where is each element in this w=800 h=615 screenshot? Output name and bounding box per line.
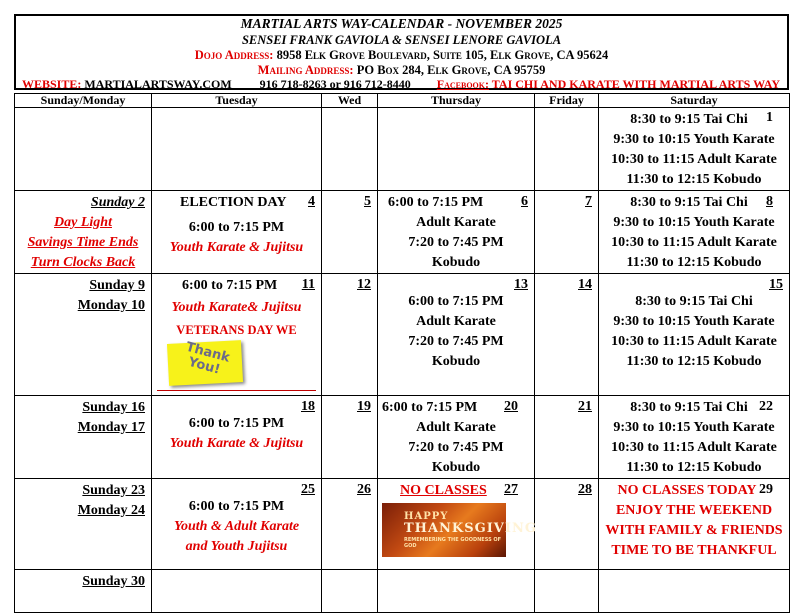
day-cell-tue-11 bbox=[152, 274, 322, 396]
contact-line bbox=[22, 78, 780, 91]
class-line: 7:20 to 7:45 PM bbox=[408, 235, 504, 250]
col-header-thu: Thursday bbox=[378, 94, 535, 108]
dojo-address-label: Dojo Address: bbox=[194, 48, 274, 62]
col-header-sunmon: Sunday/Monday bbox=[15, 94, 152, 108]
day-number: 21 bbox=[578, 399, 592, 414]
col-header-wed: Wed bbox=[322, 94, 378, 108]
note-line: WITH FAMILY & FRIENDS bbox=[605, 523, 783, 538]
mailing-address bbox=[16, 63, 787, 77]
note-line: Turn Clocks Back bbox=[30, 255, 136, 270]
class-line: 8:30 to 9:15 Tai Chi bbox=[635, 294, 753, 309]
class-line: 6:00 to 7:15 PM bbox=[188, 416, 285, 431]
day-number: 13 bbox=[514, 277, 528, 292]
day-cell-sat-8 bbox=[599, 191, 790, 274]
senseis-line: SENSEI FRANK GAVIOLA & SENSEI LENORE GAVIOLA bbox=[241, 33, 562, 47]
day-number: 12 bbox=[357, 277, 371, 292]
day-cell-fri-21 bbox=[535, 396, 599, 479]
note-line: Savings Time Ends bbox=[27, 235, 139, 250]
day-label: Sunday 9 bbox=[89, 278, 145, 293]
class-line: 10:30 to 11:15 Adult Karate bbox=[611, 440, 777, 455]
day-cell-tue-18 bbox=[152, 396, 322, 479]
day-cell-thu-6 bbox=[378, 191, 535, 274]
holiday-title: ELECTION DAY bbox=[180, 195, 287, 210]
note-line: Day Light bbox=[54, 215, 112, 230]
class-line: 10:30 to 11:15 Adult Karate bbox=[611, 235, 777, 250]
day-cell-sun-2 bbox=[15, 191, 152, 274]
day-label: Monday 17 bbox=[77, 420, 145, 435]
class-line: Adult Karate bbox=[416, 215, 496, 230]
day-cell-sat-1 bbox=[599, 108, 790, 191]
col-header-fri: Friday bbox=[535, 94, 599, 108]
class-line: 11:30 to 12:15 Kobudo bbox=[626, 172, 762, 187]
week-row bbox=[15, 396, 790, 479]
class-line: Youth Karate & Jujitsu bbox=[169, 436, 304, 451]
class-line: 8:30 to 9:15 Tai Chi bbox=[630, 112, 748, 127]
day-cell-tue-25 bbox=[152, 479, 322, 570]
week-row bbox=[15, 479, 790, 570]
day-label: Sunday 30 bbox=[82, 574, 145, 589]
class-line: 6:00 to 7:15 PM bbox=[182, 278, 278, 293]
divider bbox=[157, 390, 316, 391]
col-header-tue: Tuesday bbox=[152, 94, 322, 108]
day-cell-thu-20 bbox=[378, 396, 535, 479]
day-cell bbox=[378, 570, 535, 613]
day-cell-wed-5 bbox=[322, 191, 378, 274]
day-cell-wed-19 bbox=[322, 396, 378, 479]
day-label: Sunday 23 bbox=[82, 483, 145, 498]
day-cell-fri-14 bbox=[535, 274, 599, 396]
day-cell bbox=[535, 108, 599, 191]
thank-you-sticky-icon bbox=[167, 340, 243, 386]
day-number: 18 bbox=[301, 399, 315, 414]
holiday-line: VETERANS DAY WE bbox=[176, 323, 297, 337]
day-label: Sunday 2 bbox=[90, 195, 145, 210]
class-line: Kobudo bbox=[431, 255, 481, 270]
day-cell bbox=[599, 570, 790, 613]
day-number: 1 bbox=[766, 110, 773, 125]
day-number: 20 bbox=[504, 399, 518, 414]
thanksgiving-text: THANKSGIVING bbox=[404, 521, 537, 536]
day-cell-sunmon-23-24 bbox=[15, 479, 152, 570]
day-number: 15 bbox=[769, 277, 783, 292]
facebook-value[interactable]: TAI CHI AND KARATE WITH MARTIAL ARTS WAY bbox=[491, 77, 781, 91]
day-cell-sat-22 bbox=[599, 396, 790, 479]
website-label: WEBSITE: bbox=[22, 77, 82, 91]
thank-you-text: Thank You! bbox=[184, 339, 232, 378]
note-line: TIME TO BE THANKFUL bbox=[611, 543, 777, 558]
day-number: 26 bbox=[357, 482, 371, 497]
col-header-sat: Saturday bbox=[599, 94, 790, 108]
class-line: and Youth Jujitsu bbox=[185, 539, 288, 554]
class-line: Youth & Adult Karate bbox=[173, 519, 300, 534]
class-line: 6:00 to 7:15 PM bbox=[188, 499, 285, 514]
mailing-address-label: Mailing Address: bbox=[257, 63, 354, 77]
class-line: 9:30 to 10:15 Youth Karate bbox=[613, 215, 775, 230]
day-number: 4 bbox=[308, 194, 315, 209]
no-classes-title: NO CLASSES bbox=[400, 483, 487, 498]
day-number: 29 bbox=[759, 482, 773, 497]
thanksgiving-text: HAPPY bbox=[404, 511, 449, 522]
day-number: 6 bbox=[521, 194, 528, 209]
day-cell-thu-27 bbox=[378, 479, 535, 570]
day-number: 14 bbox=[578, 277, 592, 292]
facebook-label: Facebook: bbox=[436, 77, 489, 91]
day-cell-tue-4 bbox=[152, 191, 322, 274]
day-cell bbox=[322, 570, 378, 613]
day-number: 7 bbox=[585, 194, 592, 209]
class-line: 9:30 to 10:15 Youth Karate bbox=[613, 132, 775, 147]
week-row bbox=[15, 191, 790, 274]
day-number: 22 bbox=[759, 399, 773, 414]
day-cell-fri-7 bbox=[535, 191, 599, 274]
class-line: Youth Karate & Jujitsu bbox=[169, 240, 304, 255]
day-cell bbox=[535, 570, 599, 613]
class-line: 9:30 to 10:15 Youth Karate bbox=[613, 420, 775, 435]
class-line: 11:30 to 12:15 Kobudo bbox=[626, 354, 762, 369]
day-cell bbox=[152, 570, 322, 613]
class-line: 10:30 to 11:15 Adult Karate bbox=[611, 152, 777, 167]
day-cell-wed-12 bbox=[322, 274, 378, 396]
dojo-address bbox=[16, 48, 787, 62]
happy-thanksgiving-icon bbox=[382, 503, 537, 557]
class-line: Adult Karate bbox=[416, 420, 496, 435]
class-line: Kobudo bbox=[431, 354, 481, 369]
day-cell bbox=[322, 108, 378, 191]
week-row bbox=[15, 274, 790, 396]
day-cell-sat-29 bbox=[599, 479, 790, 570]
day-cell-thu-13 bbox=[378, 274, 535, 396]
day-cell-sunmon-16-17 bbox=[15, 396, 152, 479]
day-number: 27 bbox=[504, 482, 518, 497]
class-line: 8:30 to 9:15 Tai Chi bbox=[630, 195, 748, 210]
day-number: 11 bbox=[301, 277, 315, 292]
class-line: 6:00 to 7:15 PM bbox=[188, 220, 285, 235]
week-row bbox=[15, 108, 790, 191]
day-cell-sunmon-9-10 bbox=[15, 274, 152, 396]
day-label: Monday 10 bbox=[77, 298, 145, 313]
day-number: 19 bbox=[357, 399, 371, 414]
day-cell bbox=[378, 108, 535, 191]
day-number: 5 bbox=[364, 194, 371, 209]
phone-numbers: 916 718-8263 or 916 712-8440 bbox=[259, 77, 411, 91]
note-line: ENJOY THE WEEKEND bbox=[615, 503, 773, 518]
class-line: Adult Karate bbox=[416, 314, 496, 329]
class-line: 11:30 to 12:15 Kobudo bbox=[626, 255, 762, 270]
week-row bbox=[15, 570, 790, 613]
day-cell bbox=[15, 108, 152, 191]
day-cell-wed-26 bbox=[322, 479, 378, 570]
calendar-title: MARTIAL ARTS WAY-CALENDAR - NOVEMBER 2025 bbox=[240, 16, 563, 31]
day-number: 28 bbox=[578, 482, 592, 497]
day-number: 8 bbox=[766, 194, 773, 209]
day-cell bbox=[152, 108, 322, 191]
day-cell-sun-30 bbox=[15, 570, 152, 613]
website-link[interactable]: MARTIALARTSWAY.COM bbox=[84, 77, 232, 91]
class-line: 11:30 to 12:15 Kobudo bbox=[626, 460, 762, 475]
thanksgiving-text: REMEMBERING THE GOODNESS OF GOD bbox=[404, 537, 502, 549]
class-line: 6:00 to 7:15 PM bbox=[408, 294, 504, 309]
calendar-grid bbox=[14, 93, 790, 613]
class-line: 9:30 to 10:15 Youth Karate bbox=[613, 314, 775, 329]
day-cell-sat-15 bbox=[599, 274, 790, 396]
class-line: 7:20 to 7:45 PM bbox=[408, 334, 504, 349]
note-line: NO CLASSES TODAY bbox=[617, 483, 757, 498]
day-label: Monday 24 bbox=[77, 503, 145, 518]
day-number: 25 bbox=[301, 482, 315, 497]
class-line: 7:20 to 7:45 PM bbox=[408, 440, 504, 455]
class-line: Youth Karate& Jujitsu bbox=[171, 300, 302, 315]
day-cell-fri-28 bbox=[535, 479, 599, 570]
class-line: 8:30 to 9:15 Tai Chi bbox=[630, 400, 748, 415]
calendar-header bbox=[14, 14, 789, 90]
day-label: Sunday 16 bbox=[82, 400, 145, 415]
dojo-address-value: 8958 Elk Grove Boulevard, Suite 105, Elk Grove, CA 95624 bbox=[276, 48, 609, 62]
class-line: 6:00 to 7:15 PM bbox=[382, 400, 478, 415]
class-line: 10:30 to 11:15 Adult Karate bbox=[611, 334, 777, 349]
class-line: Kobudo bbox=[431, 460, 481, 475]
class-line: 6:00 to 7:15 PM bbox=[388, 195, 484, 210]
mailing-address-value: PO Box 284, Elk Grove, CA 95759 bbox=[356, 63, 546, 77]
weekday-header-row bbox=[15, 94, 790, 108]
